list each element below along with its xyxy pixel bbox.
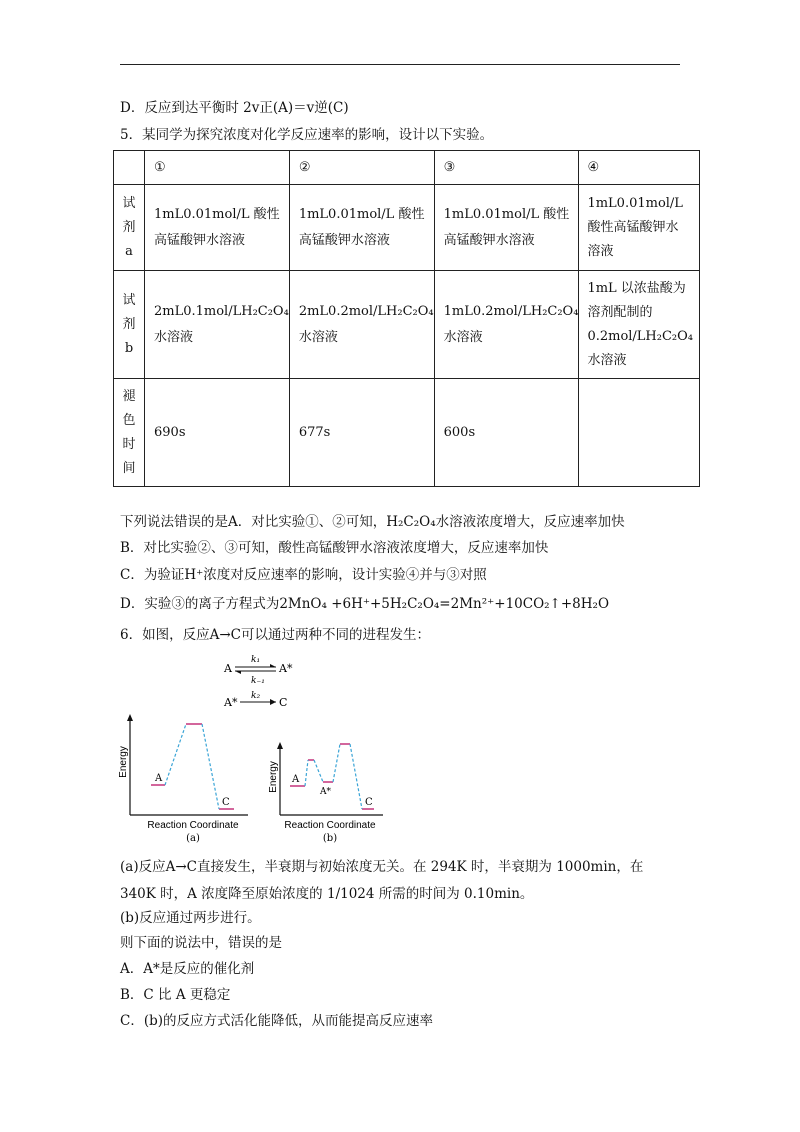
cell-a-1: 1mL0.01mol/L 酸性 高锰酸钾水溶液 <box>145 185 290 271</box>
cell-b-3: 1mL0.2mol/LH₂C₂O₄ 水溶液 <box>434 271 579 379</box>
q5-option-b: B．对比实验②、③可知，酸性高锰酸钾水溶液浓度增大，反应速率加快 <box>120 540 549 556</box>
panel-a-path <box>165 724 219 809</box>
q6-line-b: (b)反应通过两步进行。 <box>120 910 261 926</box>
eq2-left: A* <box>224 696 238 709</box>
panel-b-ylabel: Energy <box>268 761 279 793</box>
panel-a-label-A: A <box>155 773 163 784</box>
q6-question: 则下面的说法中，错误的是 <box>120 935 282 951</box>
panel-b-y-arrow <box>277 742 283 749</box>
panel-a-xlabel: Reaction Coordinate <box>147 820 239 831</box>
cell-a-2: 1mL0.01mol/L 酸性 高锰酸钾水溶液 <box>289 185 434 271</box>
panel-b-label-Astar: A* <box>320 787 331 797</box>
table-row-reagent-a <box>114 185 700 271</box>
panel-b-label-A: A <box>292 774 300 785</box>
q6-option-b: B．C 比 A 更稳定 <box>120 987 231 1003</box>
panel-a-caption: (a) <box>186 833 200 844</box>
q5-line-a: 下列说法错误的是A．对比实验①、②可知，H₂C₂O₄水溶液浓度增大，反应速率加快 <box>120 514 625 530</box>
step2-arrow-head <box>270 699 276 705</box>
row-label-reagent-a: 试 剂 a <box>114 185 145 271</box>
experiment-table <box>113 150 700 487</box>
cell-a-3: 1mL0.01mol/L 酸性 高锰酸钾水溶液 <box>434 185 579 271</box>
eq2-right: C <box>279 696 288 709</box>
q5-option-c: C．为验证H⁺浓度对反应速率的影响，设计实验④并与③对照 <box>120 567 487 583</box>
panel-b-xlabel: Reaction Coordinate <box>284 820 376 831</box>
k2-label: k₂ <box>251 691 261 701</box>
k-1-label: k₋₁ <box>251 676 265 686</box>
q6-stem: 6．如图，反应A→C可以通过两种不同的进程发生： <box>120 627 430 643</box>
cell-time-1: 690s <box>145 379 290 487</box>
header-col-1: ① <box>145 151 290 185</box>
table-row-fade-time <box>114 379 700 487</box>
table-row-reagent-b <box>114 271 700 379</box>
eq1-right: A* <box>279 662 293 675</box>
header-rule <box>120 64 680 65</box>
panel-a-y-arrow <box>127 714 133 721</box>
q6-line-a: (a)反应A→C直接发生，半衰期与初始浓度无关。在 294K 时，半衰期为 1000min，在 <box>120 859 644 875</box>
cell-a-4: 1mL0.01mol/L 酸性高锰酸钾水 溶液 <box>579 185 700 271</box>
cell-b-1: 2mL0.1mol/LH₂C₂O₄ 水溶液 <box>145 271 290 379</box>
row-label-reagent-b: 试 剂 b <box>114 271 145 379</box>
header-col-3: ③ <box>434 151 579 185</box>
q6-option-c: C．(b)的反应方式活化能降低，从而能提高反应速率 <box>120 1013 434 1029</box>
q4-option-d: D．反应到达平衡时 2v正(A)＝v逆(C) <box>120 100 349 116</box>
panel-a-plot <box>118 714 248 844</box>
header-col-4: ④ <box>579 151 700 185</box>
header-col-2: ② <box>289 151 434 185</box>
q5-option-d: D．实验③的离子方程式为2MnO₄ +6H⁺+5H₂C₂O₄=2Mn²⁺+10CO₂↑+8H₂O <box>120 596 610 612</box>
cell-time-4 <box>579 379 700 487</box>
q5-stem: 5．某同学为探究浓度对化学反应速率的影响，设计以下实验。 <box>120 127 494 143</box>
panel-b-caption: (b) <box>322 833 338 844</box>
cell-b-2: 2mL0.2mol/LH₂C₂O₄ 水溶液 <box>289 271 434 379</box>
panel-a-ylabel: Energy <box>118 746 129 778</box>
cell-time-3: 600s <box>434 379 579 487</box>
panel-a-label-C: C <box>222 797 230 808</box>
q6-option-a: A．A*是反应的催化剂 <box>120 961 255 977</box>
eq1-left: A <box>224 662 232 675</box>
k1-label: k₁ <box>251 655 261 665</box>
q6-line-a-cont: 340K 时，A 浓度降至原始浓度的 1/1024 所需的时间为 0.10min。 <box>120 886 534 902</box>
table-corner-cell <box>114 151 145 185</box>
table-header-row <box>114 151 700 185</box>
energy-diagram <box>118 652 408 847</box>
cell-time-2: 677s <box>289 379 434 487</box>
panel-b-plot <box>268 742 383 844</box>
panel-b-path <box>305 744 362 809</box>
cell-b-4: 1mL 以浓盐酸为 溶剂配制的 0.2mol/LH₂C₂O₄ 水溶液 <box>579 271 700 379</box>
row-label-fade-time: 褪 色 时 间 <box>114 379 145 487</box>
panel-b-label-C: C <box>365 797 373 808</box>
